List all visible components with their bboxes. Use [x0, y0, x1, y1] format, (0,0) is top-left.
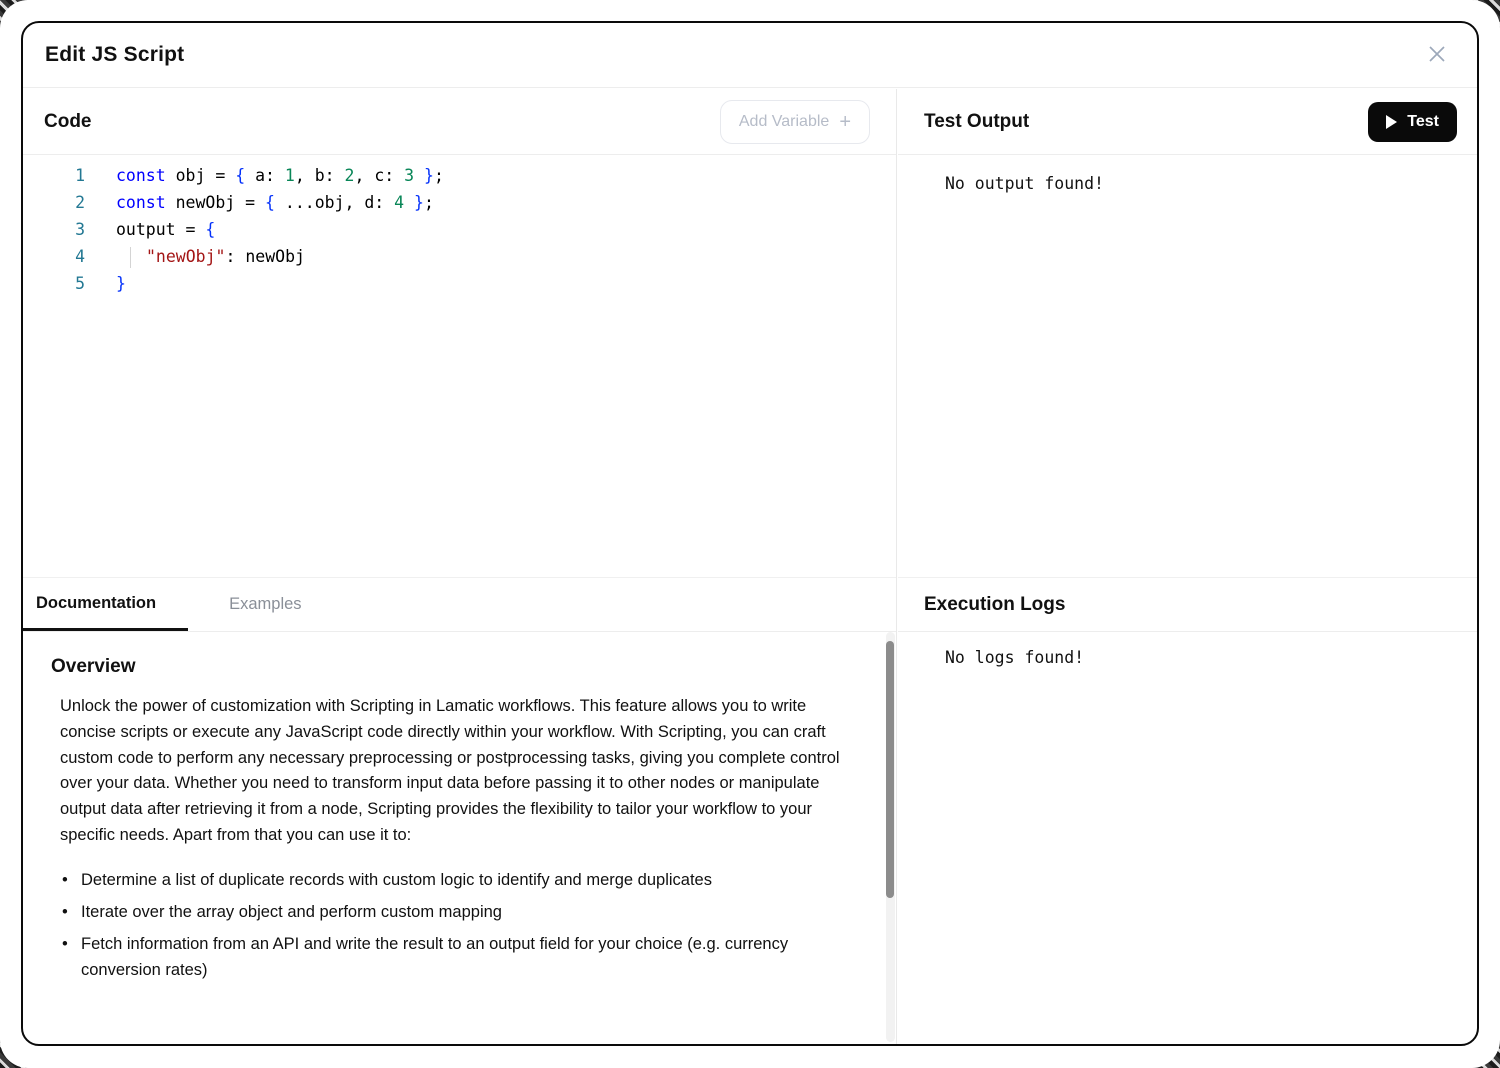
code-line-text: const newObj = { ...obj, d: 4 };	[116, 193, 434, 212]
doc-bullet: • Iterate over the array object and perform custom mapping	[60, 899, 830, 925]
close-button[interactable]	[1423, 41, 1451, 69]
docs-tab-bar	[23, 577, 896, 632]
line-number: 3	[75, 220, 85, 239]
plus-icon: +	[839, 110, 851, 133]
docs-scrollbar-track[interactable]	[886, 632, 895, 1042]
execution-logs-header-row	[898, 577, 1477, 632]
code-line-text: output = {	[116, 220, 216, 239]
modal-title: Edit JS Script	[45, 43, 185, 66]
doc-bullet: • Determine a list of duplicate records with custom logic to identify and merge duplicates	[60, 867, 830, 893]
play-icon	[1386, 115, 1397, 129]
code-header: Code	[44, 110, 92, 132]
code-line	[23, 270, 896, 297]
code-line-text: }	[116, 274, 126, 293]
execution-logs-panel	[898, 632, 1477, 1044]
code-header-row	[23, 89, 896, 155]
doc-bullet: • Fetch information from an API and write the result to an output field for your choice (e.g. currency conversion rates)	[60, 931, 830, 983]
code-line-text: const obj = { a: 1, b: 2, c: 3 };	[116, 166, 444, 185]
docs-scrollbar-thumb[interactable]	[886, 641, 894, 898]
docs-bullet-list	[60, 867, 830, 983]
indent-guide	[130, 247, 146, 268]
test-output-header-row	[898, 89, 1477, 155]
line-number: 4	[75, 247, 85, 266]
code-editor[interactable]	[23, 156, 896, 577]
close-icon	[1425, 42, 1449, 69]
add-variable-label: Add Variable	[738, 112, 830, 130]
test-button[interactable]	[1368, 102, 1457, 142]
code-column	[23, 89, 897, 1044]
no-logs-message: No logs found!	[945, 648, 1085, 667]
code-line	[23, 216, 896, 243]
modal-titlebar	[23, 23, 1477, 88]
code-line	[23, 189, 896, 216]
no-output-message: No output found!	[945, 174, 1104, 193]
code-line	[23, 162, 896, 189]
tab-examples[interactable]: Examples	[229, 595, 302, 613]
docs-heading: Overview	[51, 656, 136, 677]
code-line-text: "newObj": newObj	[116, 243, 305, 270]
execution-logs-header: Execution Logs	[924, 593, 1066, 615]
test-button-label: Test	[1407, 112, 1439, 130]
tab-documentation[interactable]: Documentation	[23, 578, 188, 631]
documentation-panel[interactable]	[23, 632, 896, 1044]
code-line	[23, 243, 896, 270]
edit-js-script-modal	[21, 21, 1479, 1046]
docs-paragraph: Unlock the power of customization with Scripting in Lamatic workflows. This feature allows you to write concise scripts or execute any JavaScript code directly within your workflow. With Scripting, you can craft custom code to perform any necessary preprocessing or postprocessing tasks, giving you complete control over your data. Whether you need to transform input data before passing it to other nodes or manipulate output data after retrieving it from a node, Scripting provides the flexibility to tailor your workflow to your specific needs. Apart from that you can use it to:	[60, 697, 840, 844]
line-number: 5	[75, 274, 85, 293]
test-output-panel	[898, 156, 1477, 577]
line-number: 1	[75, 166, 85, 185]
line-number: 2	[75, 193, 85, 212]
add-variable-button[interactable]	[720, 100, 870, 144]
test-output-header: Test Output	[924, 110, 1030, 132]
output-column	[898, 89, 1477, 1044]
